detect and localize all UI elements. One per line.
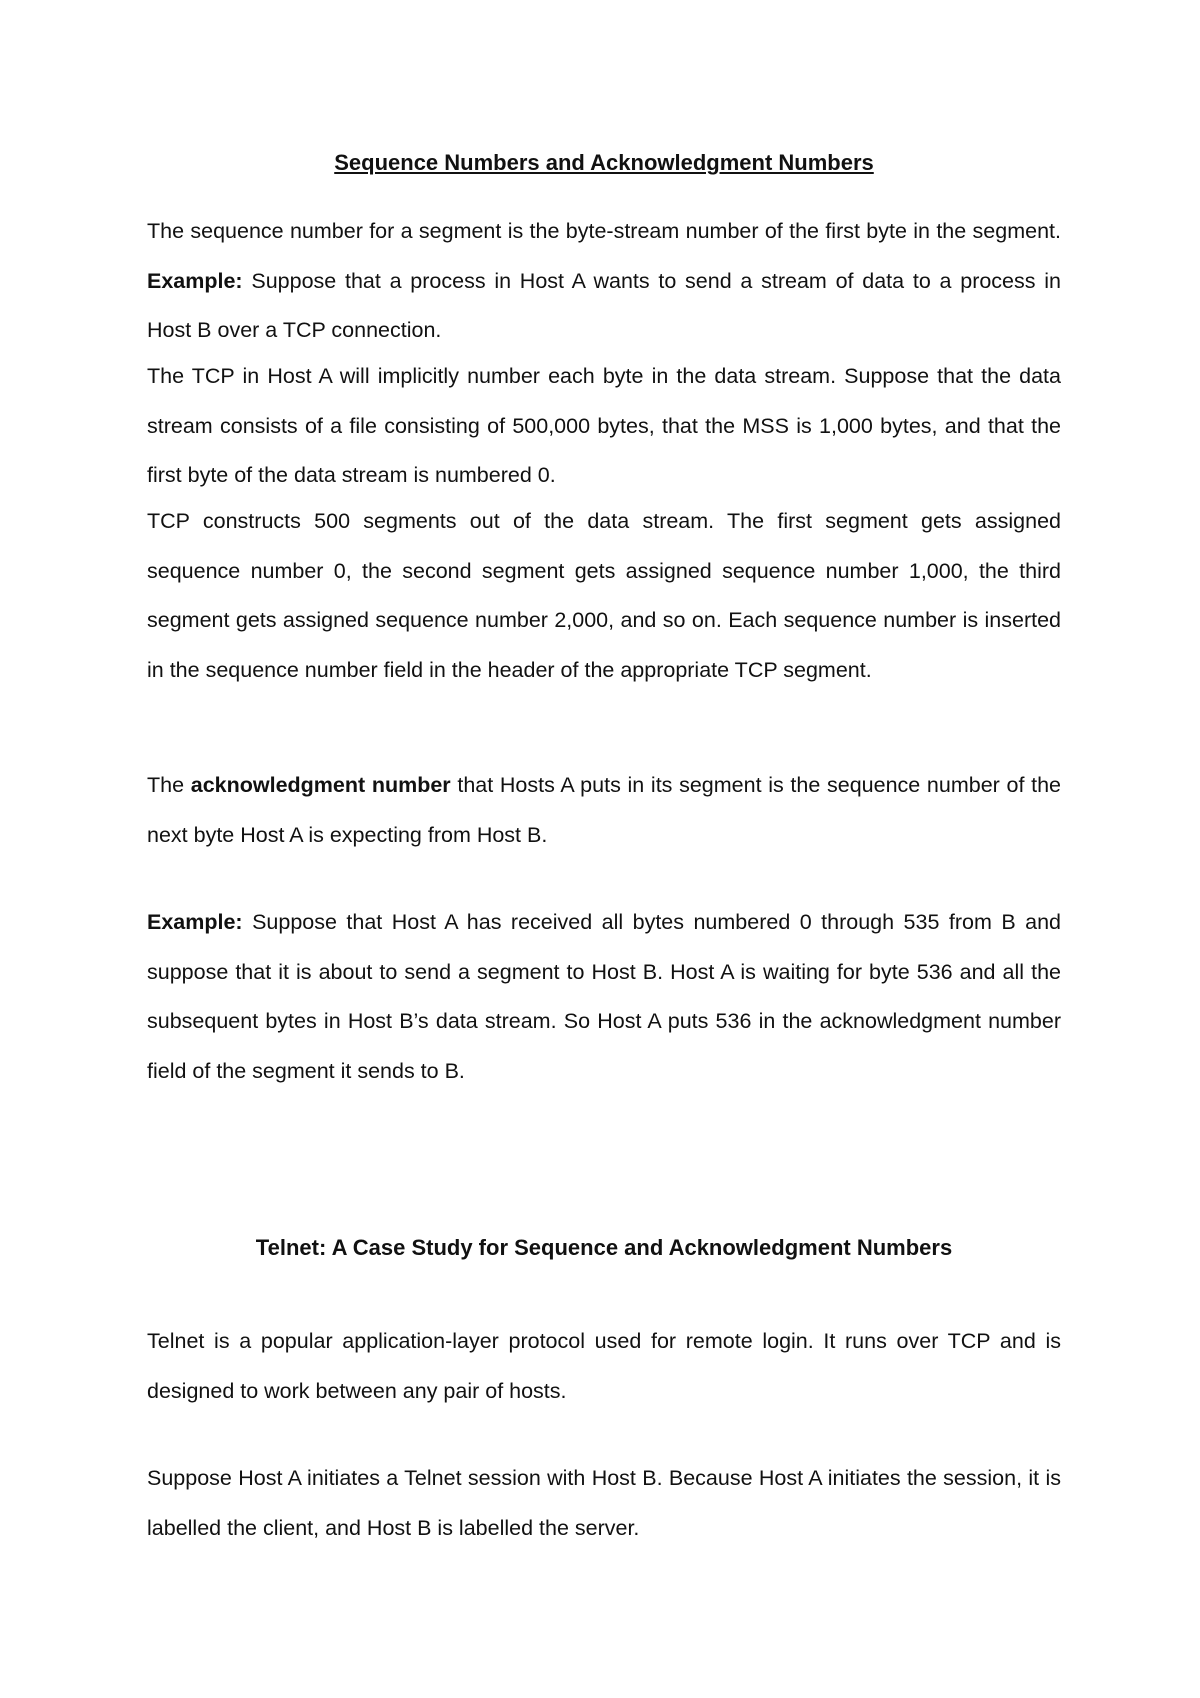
paragraph-tcp-numbering: The TCP in Host A will implicitly number each byte in the data stream. Suppose that the data stream consists of a file consisting of 500,000 bytes, that the MSS is 1,000 bytes, and that the first byte of the data stream is numbered 0. <box>147 364 1061 487</box>
paragraph-text: The sequence number for a segment is the byte-stream number of the first byte in the segment. <box>147 219 1061 243</box>
paragraph-telnet-intro: Telnet is a popular application-layer protocol used for remote login. It runs over TCP and is designed to work between any pair of hosts. <box>147 1329 1061 1403</box>
paragraph-sequence-number <box>147 207 1061 356</box>
paragraph-text: Suppose that a process in Host A wants to send a stream of data to a process in Host B over a TCP connection. <box>147 268 1061 342</box>
paragraph-text: The <box>147 773 191 797</box>
paragraph-text: that Hosts A puts in its segment is the sequence number of the next byte Host A is expecting from Host B. <box>147 773 1061 847</box>
paragraph-acknowledgment-number <box>147 761 1061 860</box>
paragraph-segments: TCP constructs 500 segments out of the data stream. The first segment gets assigned sequence number 0, the second segment gets assigned sequence number 1,000, the third segment gets assigned sequence number 2,000, and so on. Each sequence number is inserted in the sequence number field in the header of the appropriate TCP segment. <box>147 509 1061 682</box>
paragraph-text: Suppose that Host A has received all bytes numbered 0 through 535 from B and suppose that it is about to send a segment to Host B. Host A is waiting for byte 536 and all the subsequent bytes in Host B’s data stream. So Host A puts 536 in the acknowledgment number field of the segment it sends to B. <box>147 910 1061 1083</box>
document-title: Sequence Numbers and Acknowledgment Numbers <box>334 150 874 175</box>
example-label: Example: <box>147 910 243 934</box>
example-label: Example: <box>147 268 243 293</box>
telnet-section-title: Telnet: A Case Study for Sequence and Acknowledgment Numbers <box>255 1235 953 1260</box>
paragraph-ack-example <box>147 898 1061 1096</box>
acknowledgment-term: acknowledgment number <box>190 773 451 797</box>
paragraph-telnet-session: Suppose Host A initiates a Telnet session with Host B. Because Host A initiates the session, it is labelled the client, and Host B is labelled the server. <box>147 1466 1061 1540</box>
